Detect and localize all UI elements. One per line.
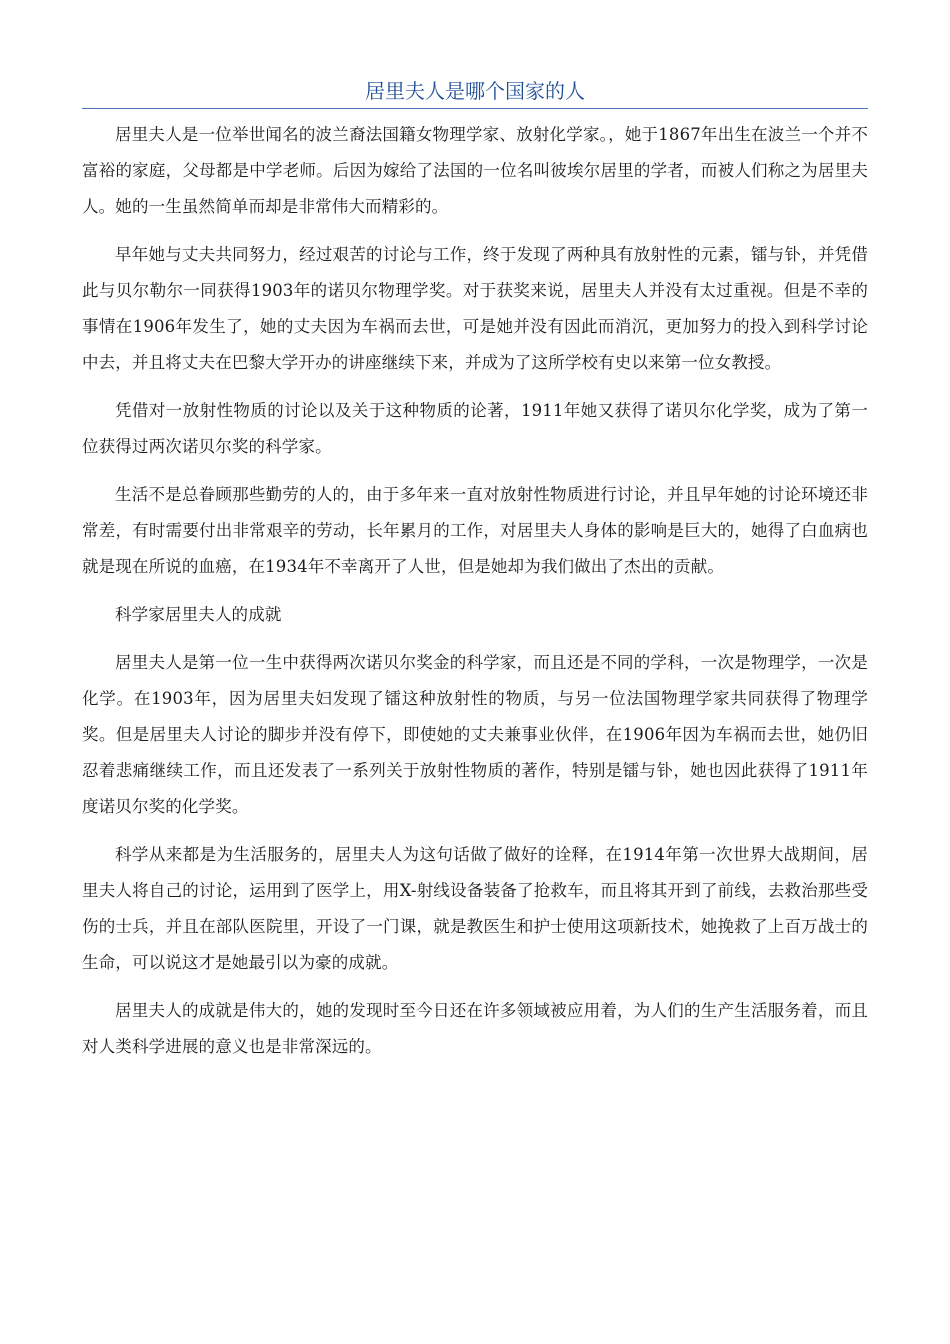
paragraph-6: 科学从来都是为生活服务的，居里夫人为这句话做了做好的诠释，在1914年第一次世界大战期间，居里夫人将自己的讨论，运用到了医学上，用X-射线设备装备了抢救车，而且将其开到了前线，去救治那些受伤的士兵，并且在部队医院里，开设了一门课，就是教医生和护士使用这项新技术，她挽救了上百万战士的生命，可以说这才是她最引以为豪的成就。	[82, 845, 868, 972]
document-page	[82, 76, 868, 1077]
document-body	[82, 117, 868, 1065]
paragraph-7: 居里夫人的成就是伟大的，她的发现时至今日还在许多领域被应用着，为人们的生产生活服务着，而且对人类科学进展的意义也是非常深远的。	[82, 1001, 868, 1056]
section-heading: 科学家居里夫人的成就	[115, 605, 282, 624]
paragraph-4: 生活不是总眷顾那些勤劳的人的，由于多年来一直对放射性物质进行讨论，并且早年她的讨论环境还非常差，有时需要付出非常艰辛的劳动，长年累月的工作，对居里夫人身体的影响是巨大的，她得了白血病也就是现在所说的血癌，在1934年不幸离开了人世，但是她却为我们做出了杰出的贡献。	[82, 485, 868, 576]
paragraph-3: 凭借对一放射性物质的讨论以及关于这种物质的论著，1911年她又获得了诺贝尔化学奖，成为了第一位获得过两次诺贝尔奖的科学家。	[82, 401, 868, 456]
document-title: 居里夫人是哪个国家的人	[82, 76, 868, 109]
paragraph-1: 居里夫人是一位举世闻名的波兰裔法国籍女物理学家、放射化学家。，她于1867年出生在波兰一个并不富裕的家庭，父母都是中学老师。后因为嫁给了法国的一位名叫彼埃尔居里的学者，而被人们称之为居里夫人。她的一生虽然简单而却是非常伟大而精彩的。	[82, 125, 868, 216]
paragraph-2: 早年她与丈夫共同努力，经过艰苦的讨论与工作，终于发现了两种具有放射性的元素，镭与钋，并凭借此与贝尔勒尔一同获得1903年的诺贝尔物理学奖。对于获奖来说，居里夫人并没有太过重视。但是不幸的事情在1906年发生了，她的丈夫因为车祸而去世，可是她并没有因此而消沉，更加努力的投入到科学讨论中去，并且将丈夫在巴黎大学开办的讲座继续下来，并成为了这所学校有史以来第一位女教授。	[82, 245, 868, 372]
paragraph-5: 居里夫人是第一位一生中获得两次诺贝尔奖金的科学家，而且还是不同的学科，一次是物理学，一次是化学。在1903年，因为居里夫妇发现了镭这种放射性的物质，与另一位法国物理学家共同获得了物理学奖。但是居里夫人讨论的脚步并没有停下，即使她的丈夫兼事业伙伴，在1906年因为车祸而去世，她仍旧忍着悲痛继续工作，而且还发表了一系列关于放射性物质的著作，特别是镭与钋，她也因此获得了1911年度诺贝尔奖的化学奖。	[82, 653, 868, 816]
